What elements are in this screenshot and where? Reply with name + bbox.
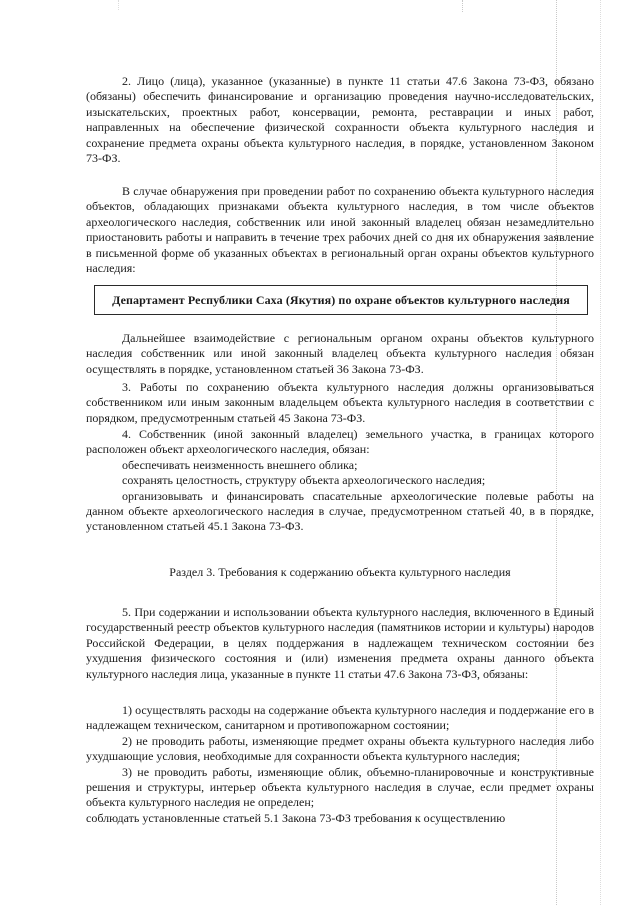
scan-artifact-line — [600, 0, 601, 905]
paragraph-block — [86, 380, 594, 426]
paragraph-4-item: обеспечивать неизменность внешнего облика; — [122, 457, 358, 472]
authority-name: Департамент Республики Саха (Якутия) по охране объектов культурного наследия — [112, 292, 570, 307]
paragraph-block — [86, 605, 594, 682]
list-item: 1) осуществлять расходы на содержание объекта культурного наследия и поддержание его в надлежащем техническом, санитарном и противопожарном состоянии; — [86, 703, 594, 733]
scan-artifact-line — [118, 0, 119, 10]
paragraph-3: 3. Работы по сохранению объекта культурного наследия должны организовываться собственником или иным законным владельцем объекта культурного наследия в соответствии с порядком, предусмотренным статьей 45 Закона 73-ФЗ. — [86, 380, 594, 425]
section-heading: Раздел 3. Требования к содержанию объекта культурного наследия — [169, 565, 511, 579]
paragraph-4-item: сохранять целостность, структуру объекта археологического наследия; — [122, 473, 486, 488]
authority-frame — [94, 285, 588, 315]
paragraph-discovery: В случае обнаружения при проведении работ по сохранению объекта культурного наследия объектов, обладающих признаками объекта культурного наследия, в том числе объектов археологического наследия, собственник или иной законный владелец обязан незамедлительно приостановить работы и направить в течение трех рабочих дней со дня их обнаружения заявление в письменной форме об указанных объектах в региональный орган охраны объектов культурного наследия: — [86, 184, 594, 276]
paragraph-4: 4. Собственник (иной законный владелец) земельного участка, в границах которого расположен объект археологического наследия, обязан: — [86, 427, 594, 457]
paragraph-block — [86, 74, 594, 166]
paragraph-block — [86, 331, 594, 377]
list-item: 2) не проводить работы, изменяющие предмет охраны объекта культурного наследия либо ухудшающие условия, необходимые для сохранности объекта культурного наследия; — [86, 733, 594, 764]
paragraph-interaction: Дальнейшее взаимодействие с региональным органом охраны объектов культурного наследия собственник или иной законный владелец объекта культурного наследия обязан осуществлять в порядке, установленном статьей 36 Закона 73-ФЗ. — [86, 331, 594, 376]
paragraph-4-item: организовывать и финансировать спасательные археологические полевые работы на данном объекте археологического наследия в случае, предусмотренном статьей 40, в в порядке, установленном статьей 45.1 Закона 73-ФЗ. — [86, 488, 594, 534]
paragraph-block — [86, 427, 594, 535]
scan-artifact-line — [462, 0, 463, 12]
paragraph-block — [86, 703, 594, 826]
paragraph-2: 2. Лицо (лица), указанное (указанные) в пункте 11 статьи 47.6 Закона 73-ФЗ, обязано (обязаны) обеспечить финансирование и организацию проведения научно-исследовательских, изыскательских, проектных работ, консервации, ремонта, реставрации и иных работ, направленных на обеспечение физической сохранности объекта культурного наследия и сохранение предмета охраны объекта культурного наследия, в порядке, установленном Законом 73-ФЗ. — [86, 74, 594, 166]
list-item: соблюдать установленные статьей 5.1 Закона 73-ФЗ требования к осуществлению — [86, 810, 506, 825]
list-item: 3) не проводить работы, изменяющие облик, объемно-планировочные и конструктивные решения и структуры, интерьер объекта культурного наследия в случае, если предмет охраны объекта культурного наследия не определен; — [86, 764, 594, 810]
paragraph-5: 5. При содержании и использовании объекта культурного наследия, включенного в Единый государственный реестр объектов культурного наследия (памятников истории и культуры) народов Российской Федерации, в целях поддержания в надлежащем техническом состоянии без ухудшения физического состояния и (или) изменения предмета охраны данного объекта культурного наследия лица, указанные в пункте 11 статьи 47.6 Закона 73-ФЗ, обязаны: — [86, 605, 594, 681]
paragraph-block — [86, 184, 594, 276]
